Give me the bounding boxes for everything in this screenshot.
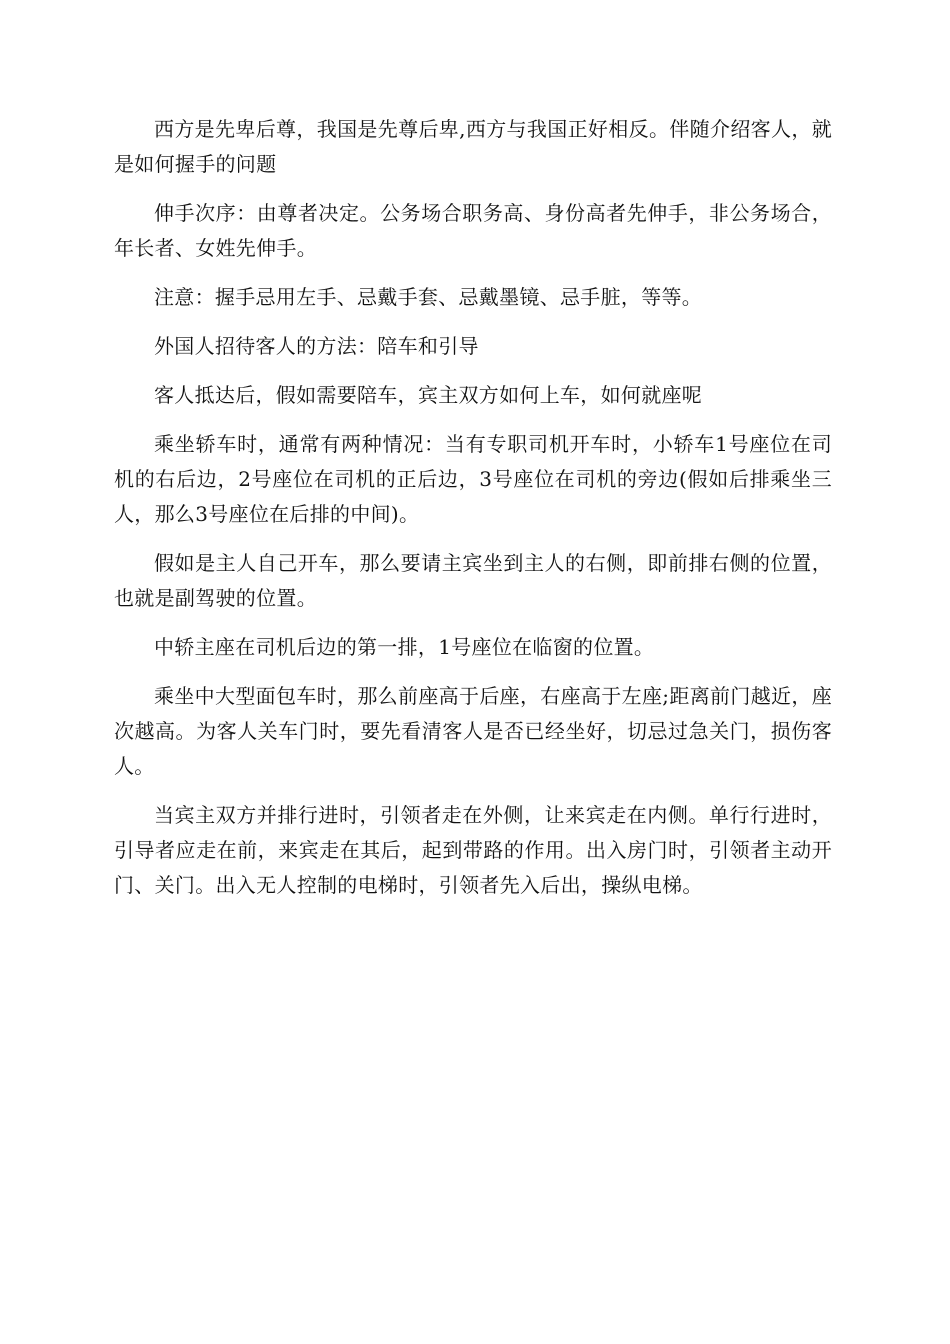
document-body — [114, 112, 832, 917]
paragraph-west-vs-china-order: 西方是先卑后尊，我国是先尊后卑,西方与我国正好相反。伴随介绍客人，就是如何握手的问题 — [114, 117, 832, 176]
paragraph-minibus-seating: 乘坐中大型面包车时，那么前座高于后座，右座高于左座;距离前门越近，座次越高。为客人关车门时，要先看清客人是否已经坐好，切忌过急关门，损伤客人。 — [114, 684, 832, 778]
paragraph-sedan-seating: 乘坐轿车时，通常有两种情况：当有专职司机开车时，小轿车1号座位在司机的右后边，2号座位在司机的正后边，3号座位在司机的旁边(假如后排乘坐三人，那么3号座位在后排的中间)。 — [114, 432, 832, 526]
paragraph-guiding-etiquette: 当宾主双方并排行进时，引领者走在外侧，让来宾走在内侧。单行行进时，引导者应走在前，来宾走在其后，起到带路的作用。出入房门时，引领者主动开门、关门。出入无人控制的电梯时，引领者先入后出，操纵电梯。 — [114, 803, 832, 897]
paragraph-handshake-taboos: 注意：握手忌用左手、忌戴手套、忌戴墨镜、忌手脏，等等。 — [154, 285, 703, 309]
paragraph-host-driving: 假如是主人自己开车，那么要请主宾坐到主人的右侧，即前排右侧的位置，也就是副驾驶的位置。 — [114, 551, 832, 610]
paragraph-handshake-order: 伸手次序：由尊者决定。公务场合职务高、身份高者先伸手，非公务场合，年长者、女姓先伸手。 — [114, 201, 832, 260]
paragraph-medium-car-seat: 中轿主座在司机后边的第一排，1号座位在临窗的位置。 — [154, 635, 655, 659]
paragraph-reception-methods: 外国人招待客人的方法：陪车和引导 — [154, 334, 479, 358]
paragraph-guest-arrival: 客人抵达后，假如需要陪车，宾主双方如何上车，如何就座呢 — [154, 383, 703, 407]
